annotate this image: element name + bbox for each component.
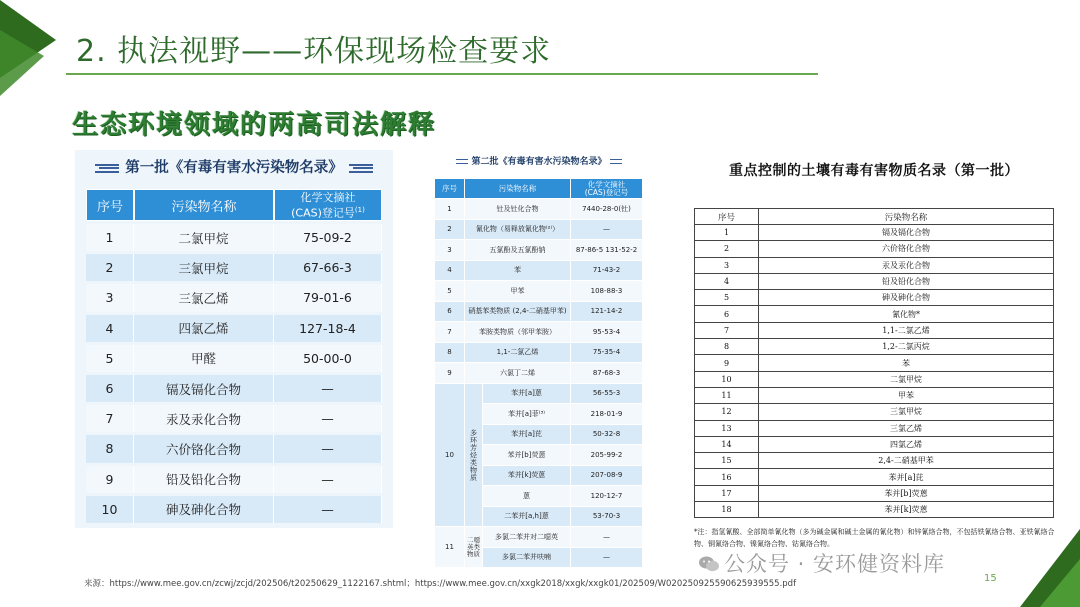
table-row: 14 四氯乙烯	[695, 436, 1054, 452]
soil-pollutant-table	[694, 208, 1054, 518]
column-header-cas: 化学文摘社 (CAS)登记号$^{(1)}$	[274, 189, 382, 221]
table-row: 二苯并[a,h]蒽 53-70-3	[435, 506, 643, 527]
table-row: 1 镉及镉化合物	[695, 225, 1054, 241]
title-divider	[66, 73, 818, 75]
table-caption: 重点控制的土壤有毒有害物质名录（第一批）	[729, 163, 1019, 179]
table-row: 8 1,1-二氯乙烯 75-35-4	[435, 342, 643, 363]
table-row: 3 汞及汞化合物	[695, 257, 1054, 273]
page-number: 15	[984, 573, 997, 584]
table-row: 4 四氯乙烯 127-18-4	[86, 315, 382, 342]
table-row: 多氯二苯并呋喃 —	[435, 547, 643, 568]
table-row: 15 2,4-二硝基甲苯	[695, 453, 1054, 469]
table-row: 6 镉及镉化合物 —	[86, 375, 382, 402]
table-row: 苯并[b]荧蒽 205-99-2	[435, 445, 643, 466]
caption-bars-icon	[456, 159, 468, 164]
table-row: 1 二氯甲烷 75-09-2	[86, 224, 382, 251]
table-row: 2 氰化物（易释放氰化物⁽²⁾） —	[435, 219, 643, 240]
table-caption: 第一批《有毒有害水污染物名录》	[75, 156, 393, 177]
table-row: 6 硝基苯类物质 (2,4-二硝基甲苯) 121-14-2	[435, 301, 643, 322]
column-header-no: 序号	[435, 179, 465, 199]
table-row: 2 六价铬化合物	[695, 241, 1054, 257]
table-row: 18 苯并[k]荧蒽	[695, 502, 1054, 518]
table-row: 11 二噁英类物质 多氯二苯并对二噁英 —	[435, 527, 643, 548]
table-row: 2 三氯甲烷 67-66-3	[86, 254, 382, 281]
section-subtitle: 生态环境领域的两高司法解释	[72, 110, 437, 140]
column-header-no: 序号	[695, 209, 759, 225]
table-panel-soil-batch1	[688, 154, 1060, 554]
source-citation: 来源：https://www.mee.gov.cn/zcwj/zcjd/202506/t20250629_1122167.shtml；https://www.mee.gov.cn/xxgk2018/xxgk/xxgk01/202509/W020250925590625939555.pdf	[84, 579, 797, 589]
table-row: 9 铅及铅化合物 —	[86, 466, 382, 493]
caption-bars-icon	[610, 159, 622, 164]
column-header-cas: 化学文摘社 (CAS)登记号	[571, 179, 643, 199]
table-row: 16 苯并[a]芘	[695, 469, 1054, 485]
caption-bars-icon	[349, 164, 373, 173]
table-row: 7 1,1-二氯乙烯	[695, 322, 1054, 338]
table-row: 17 苯并[b]荧蒽	[695, 485, 1054, 501]
table-footnote: *注：指氢氰酸、全部简单氰化物（多为碱金属和碱土金属的氰化物）和锌氰络合物，不包括铁氰络合物、亚铁氰络合物、铜氰络合物、镍氰络合物、钴氰络合物。	[694, 528, 1055, 548]
table-row: 6 氰化物*	[695, 306, 1054, 322]
water-pollutant-table-1	[86, 186, 382, 526]
table-row: 11 甲苯	[695, 387, 1054, 403]
table-row: 蒽 120-12-7	[435, 486, 643, 507]
table-row: 9 六氯丁二烯 87-68-3	[435, 363, 643, 384]
column-header-no: 序号	[86, 189, 134, 221]
water-pollutant-table-2	[434, 178, 643, 568]
table-row: 5 砷及砷化合物	[695, 290, 1054, 306]
table-row: 7 苯胺类物质（邻甲苯胺） 95-53-4	[435, 322, 643, 343]
table-row: 9 苯	[695, 355, 1054, 371]
table-row: 苯并[a]芘 50-32-8	[435, 424, 643, 445]
table-caption: 第二批《有毒有害水污染物名录》	[430, 154, 648, 167]
table-row: 7 汞及汞化合物 —	[86, 405, 382, 432]
column-header-name: 污染物名称	[134, 189, 274, 221]
table-row: 苯并[k]荧蒽 207-08-9	[435, 465, 643, 486]
table-row: 3 三氯乙烯 79-01-6	[86, 284, 382, 311]
table-row: 3 五氯酚及五氯酚钠 87-86-5 131-52-2	[435, 240, 643, 261]
table-panel-water-batch1	[75, 150, 393, 528]
table-row: 8 1,2-二氯丙烷	[695, 339, 1054, 355]
table-row: 4 铅及铅化合物	[695, 273, 1054, 289]
table-row: 13 三氯乙烯	[695, 420, 1054, 436]
category-label: 多环芳烃类物质	[465, 383, 483, 527]
watermark: 公众号 · 安环健资料库	[698, 548, 945, 578]
table-row: 1 钍及钍化合物 7440-28-0(钍)	[435, 199, 643, 220]
table-row: 5 甲苯 108-88-3	[435, 281, 643, 302]
wechat-icon	[698, 555, 720, 573]
table-row: 8 六价铬化合物 —	[86, 435, 382, 462]
column-header-name: 污染物名称	[759, 209, 1054, 225]
table-panel-water-batch2	[430, 152, 648, 568]
table-row: 4 苯 71-43-2	[435, 260, 643, 281]
table-row: 12 三氯甲烷	[695, 404, 1054, 420]
caption-bars-icon	[95, 164, 119, 173]
table-row: 5 甲醛 50-00-0	[86, 345, 382, 372]
table-row: 10 多环芳烃类物质 苯并[a]蒽 56-55-3	[435, 383, 643, 404]
table-row: 10 砷及砷化合物 —	[86, 496, 382, 523]
category-label: 二噁英类物质	[465, 527, 483, 568]
corner-decoration-top-left	[0, 0, 56, 96]
table-row: 苯并[a]菲⁽³⁾ 218-01-9	[435, 404, 643, 425]
column-header-name: 污染物名称	[465, 179, 571, 199]
page-title: 2. 执法视野——环保现场检查要求	[76, 34, 552, 69]
table-row: 10 二氯甲烷	[695, 371, 1054, 387]
